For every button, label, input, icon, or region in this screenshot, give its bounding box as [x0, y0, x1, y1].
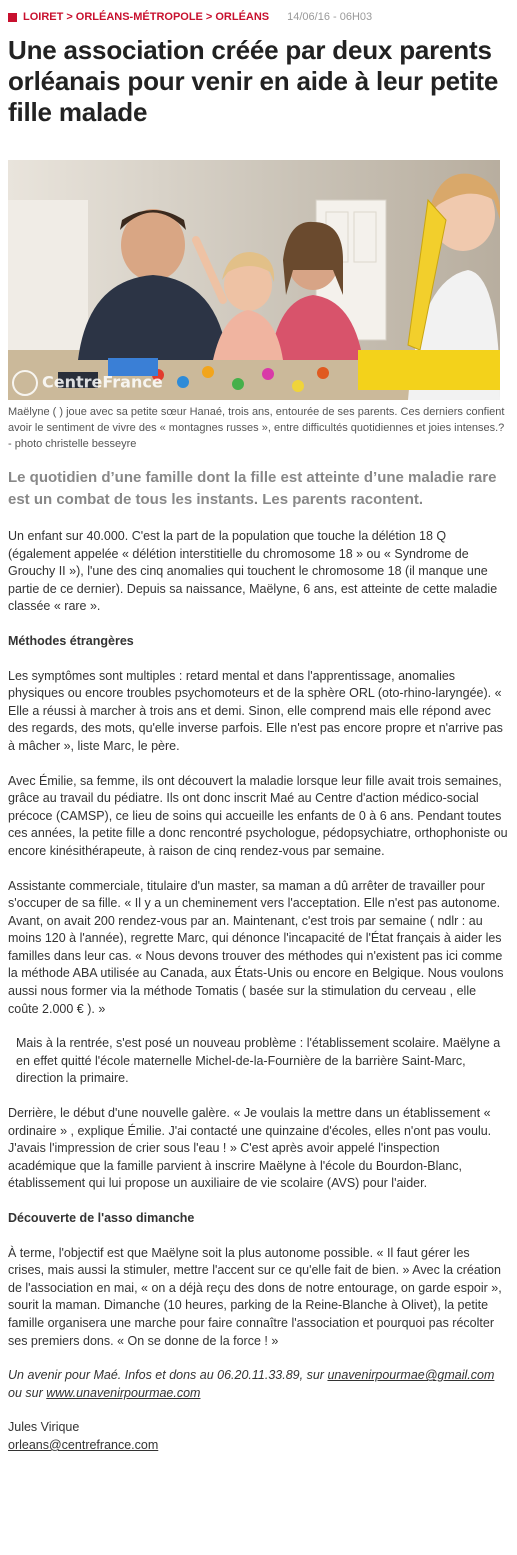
footer-note-text: Un avenir pour Maé. Infos et dons au 06.20.11.33.89, sur [8, 1368, 324, 1383]
breadcrumb-item-orleans-metropole[interactable]: ORLÉANS-MÉTROPOLE [75, 11, 203, 23]
breadcrumb-item-orleans[interactable]: ORLÉANS [215, 11, 270, 23]
publish-date: 14/06/16 - 06H03 [287, 11, 373, 23]
author-name: Jules Virique [8, 1420, 80, 1435]
watermark-text: CentreFrance [42, 372, 163, 392]
paragraph: Un enfant sur 40.000. C'est la part de la population que touche la délétion 18 Q (également appelée « délétion interstitielle du chromosome 18 » ou « Syndrome de Grouchy II »), l'une des cinq anomalies qui touchent le chromosome 18 (il manque une partie de ce dernier). Depuis sa naissance, Maëlyne, 6 ans, est atteinte de cette maladie classée « rare ». [8, 529, 498, 614]
subheading: Découverte de l'asso dimanche [8, 1211, 195, 1225]
article-photo[interactable] [8, 160, 500, 400]
association-email-link[interactable]: unavenirpourmae@gmail.com [327, 1368, 495, 1383]
family-photo-illustration [8, 160, 500, 400]
article-lead: Le quotidien d’une famille dont la fille est atteinte d’une maladie rare est un combat de tous les instants. Les parents racontent. [8, 469, 497, 508]
association-website-link[interactable]: www.unavenirpourmae.com [46, 1385, 201, 1400]
photo-watermark [12, 370, 163, 396]
paragraph: Avec Émilie, sa femme, ils ont découvert la maladie lorsque leur fille avait trois semaines, grâce au travail du pédiatre. Ils ont donc inscrit Maé au Centre d'action médico-social précoce (CAMSP), ce lieu de soins qui accueille les enfants de 0 à 6 ans. Pendant toutes ces années, la petite fille a donc rencontré psychologue, pédopsychiatre, orthophoniste ou encore kinésithérapeute, à raison de cinq rendez-vous par semaine. [8, 773, 508, 858]
article-body [8, 528, 508, 1455]
footer-note-middle: ou sur [8, 1385, 43, 1400]
section-marker-icon [8, 13, 17, 22]
centrefrance-logo-icon [12, 370, 38, 396]
footer-note [8, 1367, 508, 1402]
article-title: Une association créée par deux parents orléanais pour venir en aide à leur petite fille malade [8, 35, 499, 127]
paragraph: À terme, l'objectif est que Maëlyne soit la plus autonome possible. « Il faut gérer les crises, mais aussi la stimuler, mettre l'accent sur ce qu'elle fait de bien. » Avec la création de l'association en mai, « on a déjà reçu des dons de notre entourage, on garde espoir », sourit la maman. Dimanche (10 heures, parking de la Reine-Blanche à Olivet), la petite famille organisera une marche pour faire connaître l'association et pourquoi pas récolter ses premiers dons. « On se donne de la force ! » [8, 1245, 502, 1348]
subheading: Méthodes étrangères [8, 633, 134, 648]
paragraph: Derrière, le début d'une nouvelle galère. « Je voulais la mettre dans un établissement « ordinaire » , explique Émilie. J'ai contacté une quinzaine d'écoles, elles n'ont pas voulu. J'avais l'impression de crier sous l'eau ! » C'est après avoir appelé l'inspection académique que la famille parvient à inscrire Maëlyne à l'école du Bourdon-Blanc, établissement qui lui propose un auxiliaire de vie scolaire (AVS) pour l'aider. [8, 1106, 492, 1191]
breadcrumb-separator: > [205, 11, 213, 23]
breadcrumb-separator: > [66, 11, 73, 23]
breadcrumb-trail [23, 11, 269, 23]
author-email-link[interactable]: orleans@centrefrance.com [8, 1437, 159, 1452]
breadcrumb-item-loiret[interactable]: LOIRET [23, 11, 64, 23]
photo-caption: Maëlyne ( ) joue avec sa petite sœur Hanaé, trois ans, entourée de ses parents. Ces derniers confient avoir le sentiment de vivre des « montagnes russes », entre difficultés quotidiennes et joies intenses.? - photo christelle besseyre [8, 406, 505, 450]
paragraph: Les symptômes sont multiples : retard mental et dans l'apprentissage, anomalies physiques ou encore troubles psychomoteurs et de la sphère ORL (oto-rhino-laryngée). « Elle a réussi à marcher à trois ans et demi. Sinon, elle comprend mais elle répond avec des regards, des mots, qu'elle inverse parfois. Elle n'est pas encore propre et n'arrive pas à mâcher », liste Marc, le père. [8, 668, 503, 753]
paragraph: Assistante commerciale, titulaire d'un master, sa maman a dû arrêter de travailler pour s'occuper de sa fille. « Il y a un cheminement vers l'acceptation. Elle n'est pas autonome. Avant, on avait 200 rendez-vous par an. Maintenant, c'est trois par semaine ( ndlr : au moins 120 à l'année), regrette Marc, qui dénonce l'incapacité de l'État français à aider les familles dans leur cas. « Nous devons trouver des méthodes qui n'existent pas ici comme la méthode ABA utilisée au Canada, aux États-Unis ou encore en Belgique. Nous voulons aussi nous former via la méthode Tomatis ( basée sur la stimulation du cerveau , elle coûte 2.000 € ). » [8, 878, 504, 1016]
breadcrumb [8, 9, 372, 25]
paragraph: Mais à la rentrée, s'est posé un nouveau problème : l'établissement scolaire. Maëlyne a en effet quitté l'école maternelle Michel-de-la-Fournière de la barrière Saint-Marc, direction la primaire. [16, 1036, 501, 1086]
